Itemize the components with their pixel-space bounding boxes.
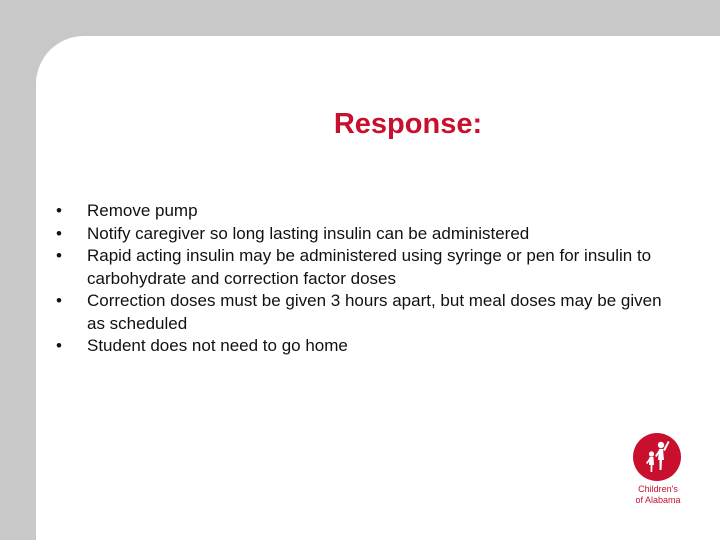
children-figures-icon bbox=[632, 432, 682, 482]
slide-title: Response: bbox=[333, 108, 483, 140]
bullet-text: Student does not need to go home bbox=[87, 336, 348, 355]
bullet-text: Rapid acting insulin may be administered using syringe or pen for insulin to carbohydrate and correction factor doses bbox=[87, 246, 652, 288]
bullet-icon: • bbox=[56, 246, 62, 265]
list-item bbox=[56, 245, 676, 290]
logo-line-1: Children's bbox=[638, 484, 678, 494]
list-item bbox=[56, 335, 676, 358]
bullet-text: Correction doses must be given 3 hours apart, but meal doses may be given as scheduled bbox=[87, 291, 662, 333]
list-item bbox=[56, 290, 676, 335]
childrens-of-alabama-logo bbox=[626, 432, 690, 512]
logo-text bbox=[626, 484, 690, 506]
bullet-icon: • bbox=[56, 291, 62, 310]
bullet-icon: • bbox=[56, 223, 62, 243]
list-item bbox=[56, 223, 676, 246]
logo-line-2: of Alabama bbox=[635, 495, 681, 505]
bullet-list bbox=[56, 200, 676, 358]
bullet-icon: • bbox=[56, 336, 62, 355]
list-item bbox=[56, 200, 676, 223]
slide bbox=[36, 36, 720, 540]
bullet-text: Remove pump bbox=[87, 201, 198, 220]
bullet-text: Notify caregiver so long lasting insulin can be administered bbox=[87, 223, 530, 243]
bullet-icon: • bbox=[56, 201, 62, 220]
